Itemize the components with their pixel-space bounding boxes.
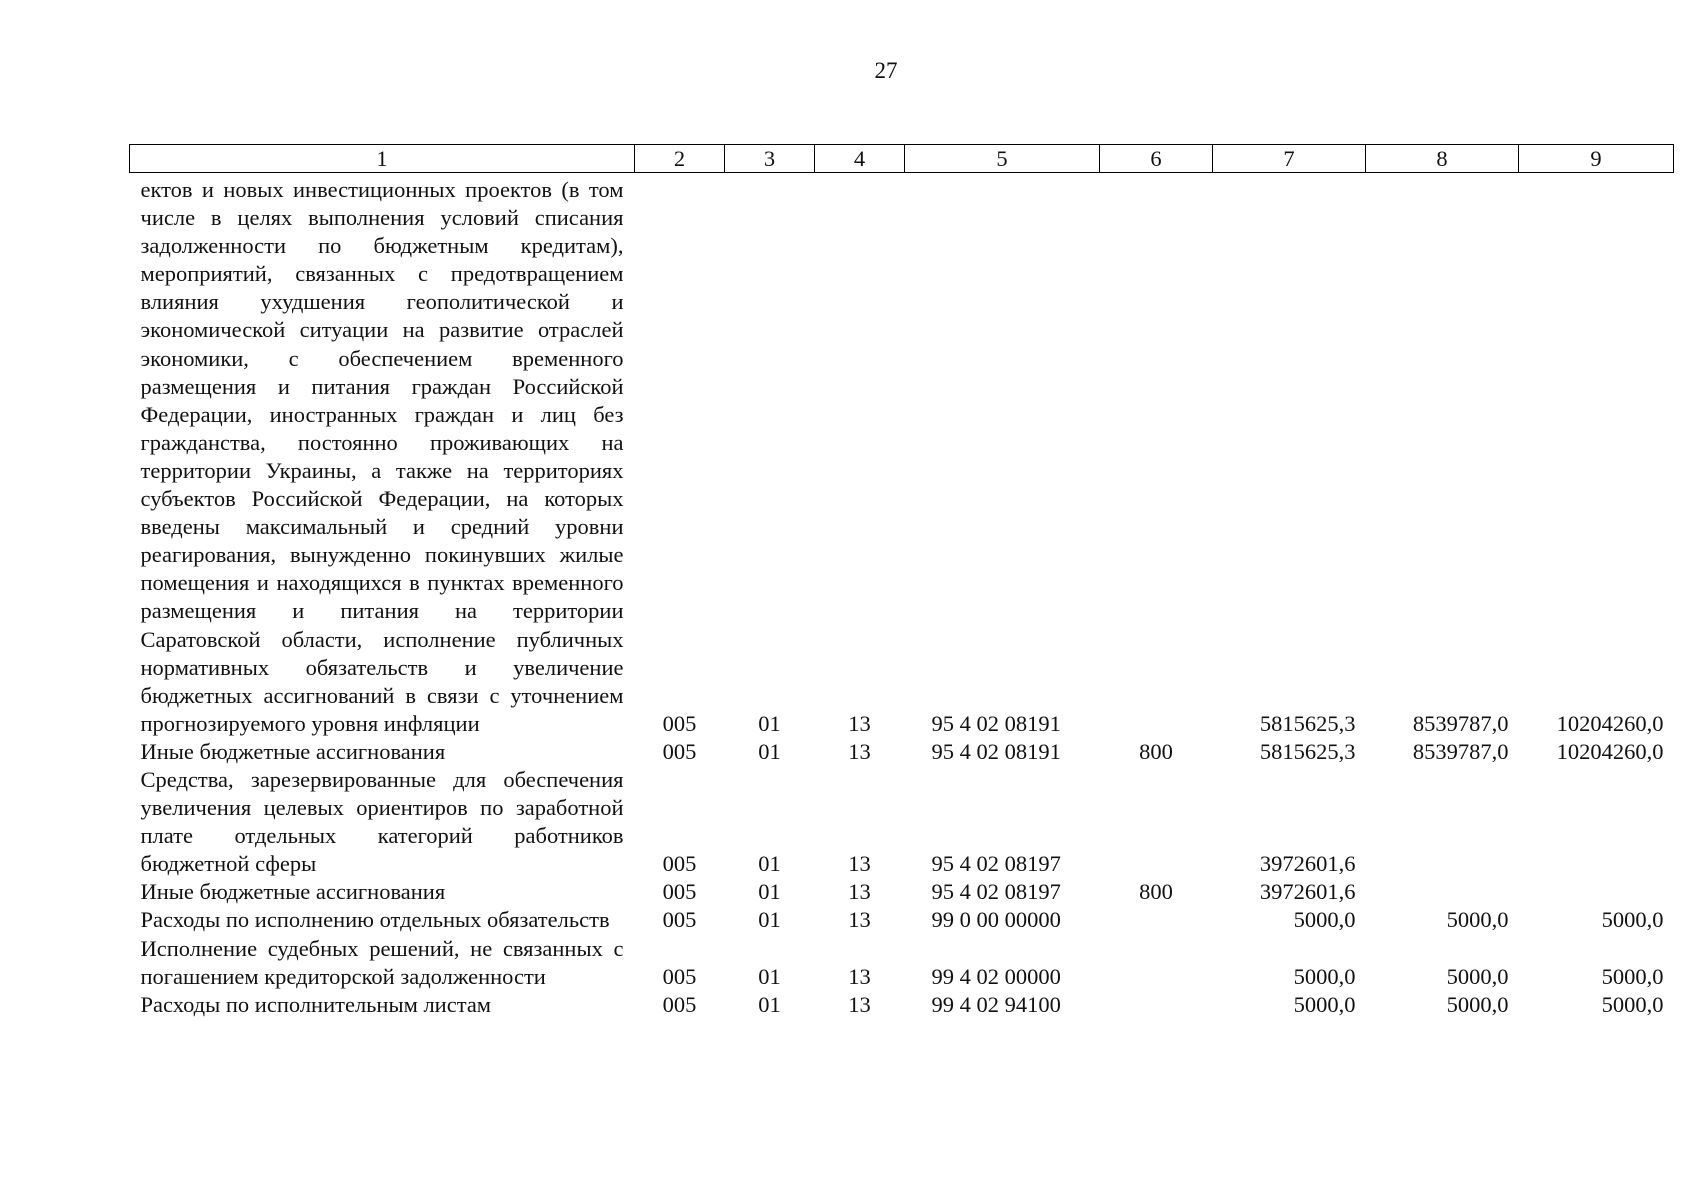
subsection-code: 13	[848, 879, 871, 905]
subsection-code: 13	[848, 907, 871, 933]
subsection-code: 13	[848, 963, 871, 989]
table-row	[130, 991, 1674, 1019]
amount-col9: 10204260,0	[1556, 738, 1664, 764]
amount-col7: 3972601,6	[1259, 879, 1356, 905]
amount-col8: 5000,0	[1446, 907, 1509, 933]
subsection-code: 13	[848, 851, 871, 877]
amount-col7: 5815625,3	[1259, 738, 1356, 764]
column-number-header: 2	[635, 145, 725, 173]
expense-name: Исполнение судебных решений, не связанных с погашением кредиторской задолженности	[140, 935, 624, 989]
ministry-code: 005	[662, 991, 697, 1017]
ministry-code: 005	[662, 963, 697, 989]
expense-name: Иные бюджетные ассигнования	[140, 879, 446, 905]
amount-col7: 5000,0	[1293, 907, 1356, 933]
table-row	[130, 906, 1674, 934]
table-row	[130, 173, 1674, 738]
amount-col8: 5000,0	[1446, 991, 1509, 1017]
section-code: 01	[758, 851, 781, 877]
amount-col9: 5000,0	[1601, 963, 1664, 989]
amount-col8	[1366, 766, 1519, 878]
expense-name: ектов и новых инвестиционных проектов (в том числе в целях выполнения условий списания задолженности по бюджетным кредитам), мероприятий, связанных с предотвращением влияния ухудшения геополитической и экономической ситуации на развитие отраслей экономики, с обеспечением временного размещения и питания граждан Российской Федерации, иностранных граждан и лиц без гражданства, постоянно проживающих на территории Украины, а также на территориях субъектов Российской Федерации, на которых введены максимальный и средний уровни реагирования, вынужденно покинувших жилые помещения и находящихся в пунктах временного размещения и питания на территории Саратовской области, исполнение публичных нормативных обязательств и увеличение бюджетных ассигнований в связи с уточнением прогнозируемого уровня инфляции	[140, 177, 624, 736]
ministry-code: 005	[662, 879, 697, 905]
section-code: 01	[758, 907, 781, 933]
ministry-code: 005	[662, 738, 697, 764]
column-number-header: 6	[1100, 145, 1213, 173]
target-article-code: 95 4 02 08191	[931, 710, 1061, 736]
expense-type-code	[1100, 935, 1213, 991]
expense-type-code	[1100, 906, 1213, 934]
expense-type-code: 800	[1139, 879, 1173, 905]
ministry-code: 005	[662, 851, 697, 877]
section-code: 01	[758, 963, 781, 989]
subsection-code: 13	[848, 710, 871, 736]
amount-col8: 8539787,0	[1412, 738, 1509, 764]
amount-col8: 8539787,0	[1412, 710, 1509, 736]
target-article-code: 99 0 00 00000	[931, 907, 1061, 933]
amount-col7: 5000,0	[1293, 991, 1356, 1017]
expense-type-code: 800	[1139, 738, 1173, 764]
amount-col7: 3972601,6	[1259, 851, 1356, 877]
column-number-header: 8	[1366, 145, 1519, 173]
amount-col8	[1366, 878, 1519, 906]
expense-name: Средства, зарезервированные для обеспечения увеличения целевых ориентиров по заработной плате отдельных категорий работников бюджетной сферы	[140, 766, 624, 877]
target-article-code: 95 4 02 08197	[931, 851, 1061, 877]
section-code: 01	[758, 991, 781, 1017]
table-row	[130, 766, 1674, 878]
amount-col9: 5000,0	[1601, 907, 1664, 933]
target-article-code: 95 4 02 08197	[931, 879, 1061, 905]
column-number-header: 5	[905, 145, 1100, 173]
column-number-header: 9	[1519, 145, 1674, 173]
budget-table	[129, 144, 1674, 1019]
section-code: 01	[758, 738, 781, 764]
amount-col9	[1519, 766, 1674, 878]
target-article-code: 95 4 02 08191	[931, 738, 1061, 764]
subsection-code: 13	[848, 738, 871, 764]
column-number-header: 4	[815, 145, 905, 173]
page-number: 27	[874, 58, 898, 83]
expense-type-code	[1100, 991, 1213, 1019]
target-article-code: 99 4 02 94100	[931, 991, 1061, 1017]
table-row	[130, 935, 1674, 991]
section-code: 01	[758, 879, 781, 905]
amount-col7: 5815625,3	[1259, 710, 1356, 736]
section-code: 01	[758, 710, 781, 736]
column-number-header: 3	[725, 145, 815, 173]
target-article-code: 99 4 02 00000	[931, 963, 1061, 989]
table-row	[130, 738, 1674, 766]
amount-col9: 10204260,0	[1556, 710, 1664, 736]
ministry-code: 005	[662, 907, 697, 933]
expense-name: Иные бюджетные ассигнования	[140, 738, 446, 764]
table-row	[130, 878, 1674, 906]
column-number-header: 1	[130, 145, 635, 173]
column-number-header-row	[130, 145, 1674, 173]
expense-type-code	[1100, 766, 1213, 878]
expense-name: Расходы по исполнительным листам	[140, 991, 492, 1017]
subsection-code: 13	[848, 991, 871, 1017]
amount-col9: 5000,0	[1601, 991, 1664, 1017]
ministry-code: 005	[662, 710, 697, 736]
amount-col8: 5000,0	[1446, 963, 1509, 989]
expense-type-code	[1100, 173, 1213, 738]
expense-name: Расходы по исполнению отдельных обязательств	[140, 907, 610, 933]
amount-col7: 5000,0	[1293, 963, 1356, 989]
column-number-header: 7	[1213, 145, 1366, 173]
amount-col9	[1519, 878, 1674, 906]
